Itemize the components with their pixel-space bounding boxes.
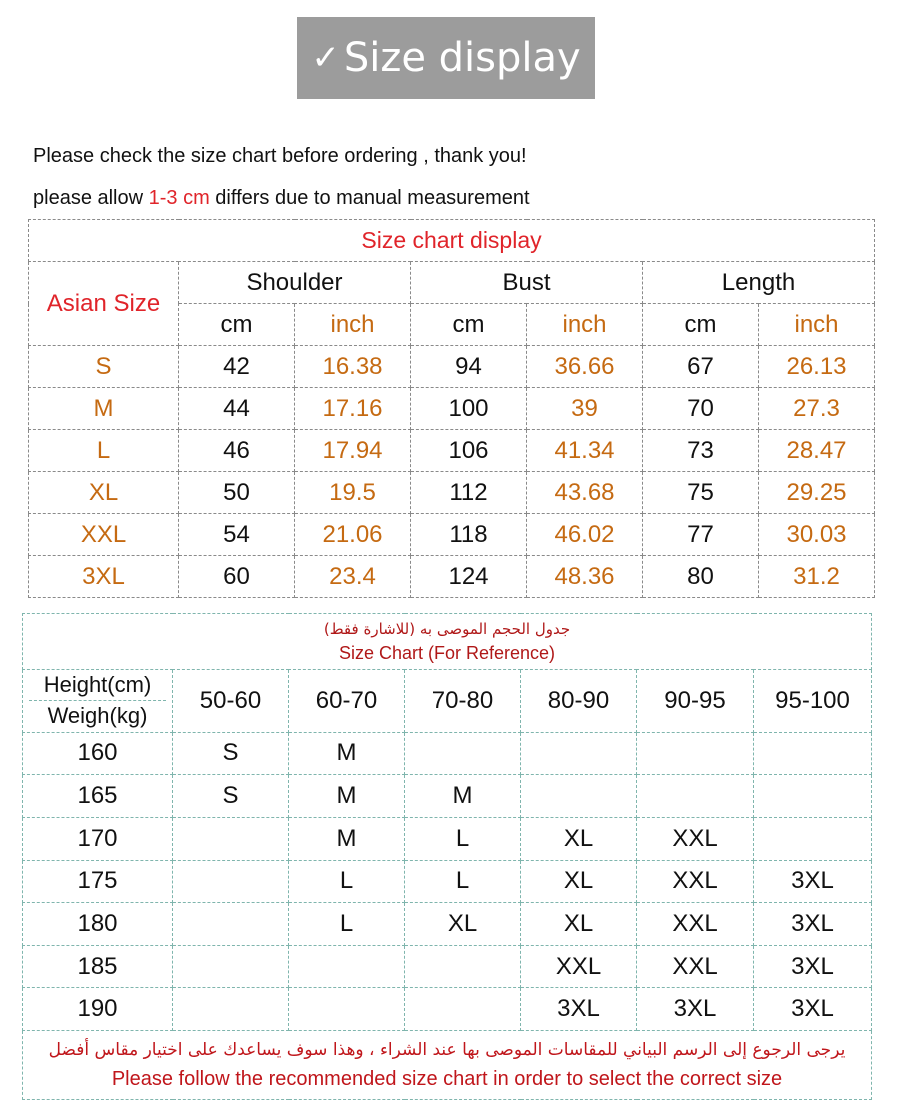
size-value: 46 bbox=[179, 430, 295, 472]
asian-size-header: Asian Size bbox=[29, 262, 179, 346]
note-measurement-tolerance bbox=[33, 187, 530, 210]
size-value: 46.02 bbox=[527, 514, 643, 556]
shoulder-header: Shoulder bbox=[179, 262, 411, 304]
unit-header: cm bbox=[411, 304, 527, 346]
size-value: 39 bbox=[527, 388, 643, 430]
size-row bbox=[29, 556, 875, 598]
recommended-size: XXL bbox=[637, 817, 754, 860]
size-value: 70 bbox=[643, 388, 759, 430]
recommended-size: M bbox=[289, 817, 405, 860]
recommended-size bbox=[173, 945, 289, 988]
unit-header: inch bbox=[759, 304, 875, 346]
size-label: M bbox=[29, 388, 179, 430]
weight-label: Weigh(kg) bbox=[47, 703, 148, 729]
height-label: Height(cm) bbox=[43, 672, 152, 698]
tolerance-value: 1-3 cm bbox=[148, 187, 210, 209]
recommended-size: L bbox=[289, 903, 405, 946]
size-value: 75 bbox=[643, 472, 759, 514]
note-prefix: please allow bbox=[33, 187, 149, 209]
weight-range-header: 80-90 bbox=[521, 669, 637, 732]
unit-header: inch bbox=[295, 304, 411, 346]
size-value: 48.36 bbox=[527, 556, 643, 598]
reference-row bbox=[23, 860, 872, 903]
reference-row bbox=[23, 775, 872, 818]
reference-footer bbox=[23, 1031, 872, 1100]
weight-range-header: 70-80 bbox=[405, 669, 521, 732]
size-row bbox=[29, 388, 875, 430]
size-label: S bbox=[29, 346, 179, 388]
size-value: 100 bbox=[411, 388, 527, 430]
reference-row bbox=[23, 903, 872, 946]
recommended-size bbox=[289, 988, 405, 1031]
recommended-size: 3XL bbox=[637, 988, 754, 1031]
size-value: 17.16 bbox=[295, 388, 411, 430]
weight-range-header: 50-60 bbox=[173, 669, 289, 732]
reference-size-table bbox=[22, 613, 872, 1100]
size-value: 73 bbox=[643, 430, 759, 472]
unit-header: cm bbox=[643, 304, 759, 346]
size-value: 118 bbox=[411, 514, 527, 556]
size-value: 50 bbox=[179, 472, 295, 514]
recommended-size: 3XL bbox=[521, 988, 637, 1031]
recommended-size: XXL bbox=[637, 903, 754, 946]
height-value: 160 bbox=[23, 732, 173, 775]
recommended-size: 3XL bbox=[754, 988, 872, 1031]
recommended-size: S bbox=[173, 732, 289, 775]
size-display-banner bbox=[297, 17, 595, 99]
recommended-size bbox=[637, 775, 754, 818]
recommended-size bbox=[173, 860, 289, 903]
recommended-size: XXL bbox=[521, 945, 637, 988]
size-value: 67 bbox=[643, 346, 759, 388]
reference-caption bbox=[23, 614, 872, 670]
recommended-size: XL bbox=[521, 903, 637, 946]
recommended-size: 3XL bbox=[754, 903, 872, 946]
size-value: 30.03 bbox=[759, 514, 875, 556]
reference-row bbox=[23, 817, 872, 860]
size-label: XL bbox=[29, 472, 179, 514]
size-row bbox=[29, 514, 875, 556]
size-value: 36.66 bbox=[527, 346, 643, 388]
size-value: 41.34 bbox=[527, 430, 643, 472]
recommended-size: M bbox=[405, 775, 521, 818]
size-value: 17.94 bbox=[295, 430, 411, 472]
recommended-size bbox=[405, 945, 521, 988]
recommended-size bbox=[173, 988, 289, 1031]
height-value: 170 bbox=[23, 817, 173, 860]
recommended-size bbox=[173, 817, 289, 860]
length-header: Length bbox=[643, 262, 875, 304]
size-value: 31.2 bbox=[759, 556, 875, 598]
size-value: 43.68 bbox=[527, 472, 643, 514]
height-value: 190 bbox=[23, 988, 173, 1031]
size-value: 19.5 bbox=[295, 472, 411, 514]
size-label: XXL bbox=[29, 514, 179, 556]
size-value: 23.4 bbox=[295, 556, 411, 598]
recommended-size: 3XL bbox=[754, 945, 872, 988]
size-row bbox=[29, 346, 875, 388]
reference-row bbox=[23, 732, 872, 775]
size-chart-title: Size chart display bbox=[29, 220, 875, 262]
weight-range-header: 60-70 bbox=[289, 669, 405, 732]
recommended-size: XL bbox=[521, 860, 637, 903]
recommended-size: L bbox=[289, 860, 405, 903]
recommended-size bbox=[754, 732, 872, 775]
size-value: 26.13 bbox=[759, 346, 875, 388]
size-label: L bbox=[29, 430, 179, 472]
note-suffix: differs due to manual measurement bbox=[209, 187, 530, 209]
reference-row bbox=[23, 945, 872, 988]
note-check-size-chart: Please check the size chart before ordering , thank you! bbox=[33, 145, 527, 167]
recommended-size bbox=[637, 732, 754, 775]
unit-header: inch bbox=[527, 304, 643, 346]
size-value: 124 bbox=[411, 556, 527, 598]
size-value: 106 bbox=[411, 430, 527, 472]
size-value: 21.06 bbox=[295, 514, 411, 556]
unit-header: cm bbox=[179, 304, 295, 346]
reference-caption-english: Size Chart (For Reference) bbox=[338, 643, 556, 664]
recommended-size bbox=[754, 817, 872, 860]
size-value: 94 bbox=[411, 346, 527, 388]
recommended-size bbox=[405, 732, 521, 775]
height-value: 185 bbox=[23, 945, 173, 988]
recommended-size: M bbox=[289, 775, 405, 818]
size-value: 112 bbox=[411, 472, 527, 514]
recommended-size: L bbox=[405, 860, 521, 903]
size-value: 28.47 bbox=[759, 430, 875, 472]
recommended-size bbox=[521, 732, 637, 775]
recommended-size bbox=[173, 903, 289, 946]
reference-caption-arabic: جدول الحجم الموصى به (للاشارة فقط) bbox=[323, 620, 571, 639]
size-value: 27.3 bbox=[759, 388, 875, 430]
recommended-size: XXL bbox=[637, 860, 754, 903]
size-row bbox=[29, 472, 875, 514]
bust-header: Bust bbox=[411, 262, 643, 304]
checkmark-icon: ✓ bbox=[311, 38, 340, 78]
size-value: 29.25 bbox=[759, 472, 875, 514]
recommended-size: M bbox=[289, 732, 405, 775]
size-row bbox=[29, 430, 875, 472]
reference-footer-english: Please follow the recommended size chart in order to select the correct size bbox=[111, 1068, 783, 1090]
size-value: 80 bbox=[643, 556, 759, 598]
recommended-size: XL bbox=[405, 903, 521, 946]
recommended-size: XL bbox=[521, 817, 637, 860]
reference-footer-arabic: يرجى الرجوع إلى الرسم البياني للمقاسات الموصى بها عند الشراء ، وهذا سوف يساعدك على اختيار مقاس أفضل bbox=[48, 1040, 846, 1060]
reference-row bbox=[23, 988, 872, 1031]
size-value: 16.38 bbox=[295, 346, 411, 388]
size-value: 42 bbox=[179, 346, 295, 388]
recommended-size: XXL bbox=[637, 945, 754, 988]
height-value: 165 bbox=[23, 775, 173, 818]
weight-range-header: 95-100 bbox=[754, 669, 872, 732]
recommended-size: S bbox=[173, 775, 289, 818]
height-value: 175 bbox=[23, 860, 173, 903]
size-value: 54 bbox=[179, 514, 295, 556]
size-label: 3XL bbox=[29, 556, 179, 598]
height-weight-header bbox=[23, 669, 173, 732]
size-value: 77 bbox=[643, 514, 759, 556]
recommended-size bbox=[521, 775, 637, 818]
recommended-size bbox=[405, 988, 521, 1031]
header-divider bbox=[29, 700, 166, 701]
weight-range-header: 90-95 bbox=[637, 669, 754, 732]
recommended-size bbox=[289, 945, 405, 988]
size-chart-table bbox=[28, 219, 875, 598]
recommended-size: 3XL bbox=[754, 860, 872, 903]
banner-title: Size display bbox=[343, 35, 581, 81]
recommended-size bbox=[754, 775, 872, 818]
size-value: 44 bbox=[179, 388, 295, 430]
height-value: 180 bbox=[23, 903, 173, 946]
size-value: 60 bbox=[179, 556, 295, 598]
recommended-size: L bbox=[405, 817, 521, 860]
